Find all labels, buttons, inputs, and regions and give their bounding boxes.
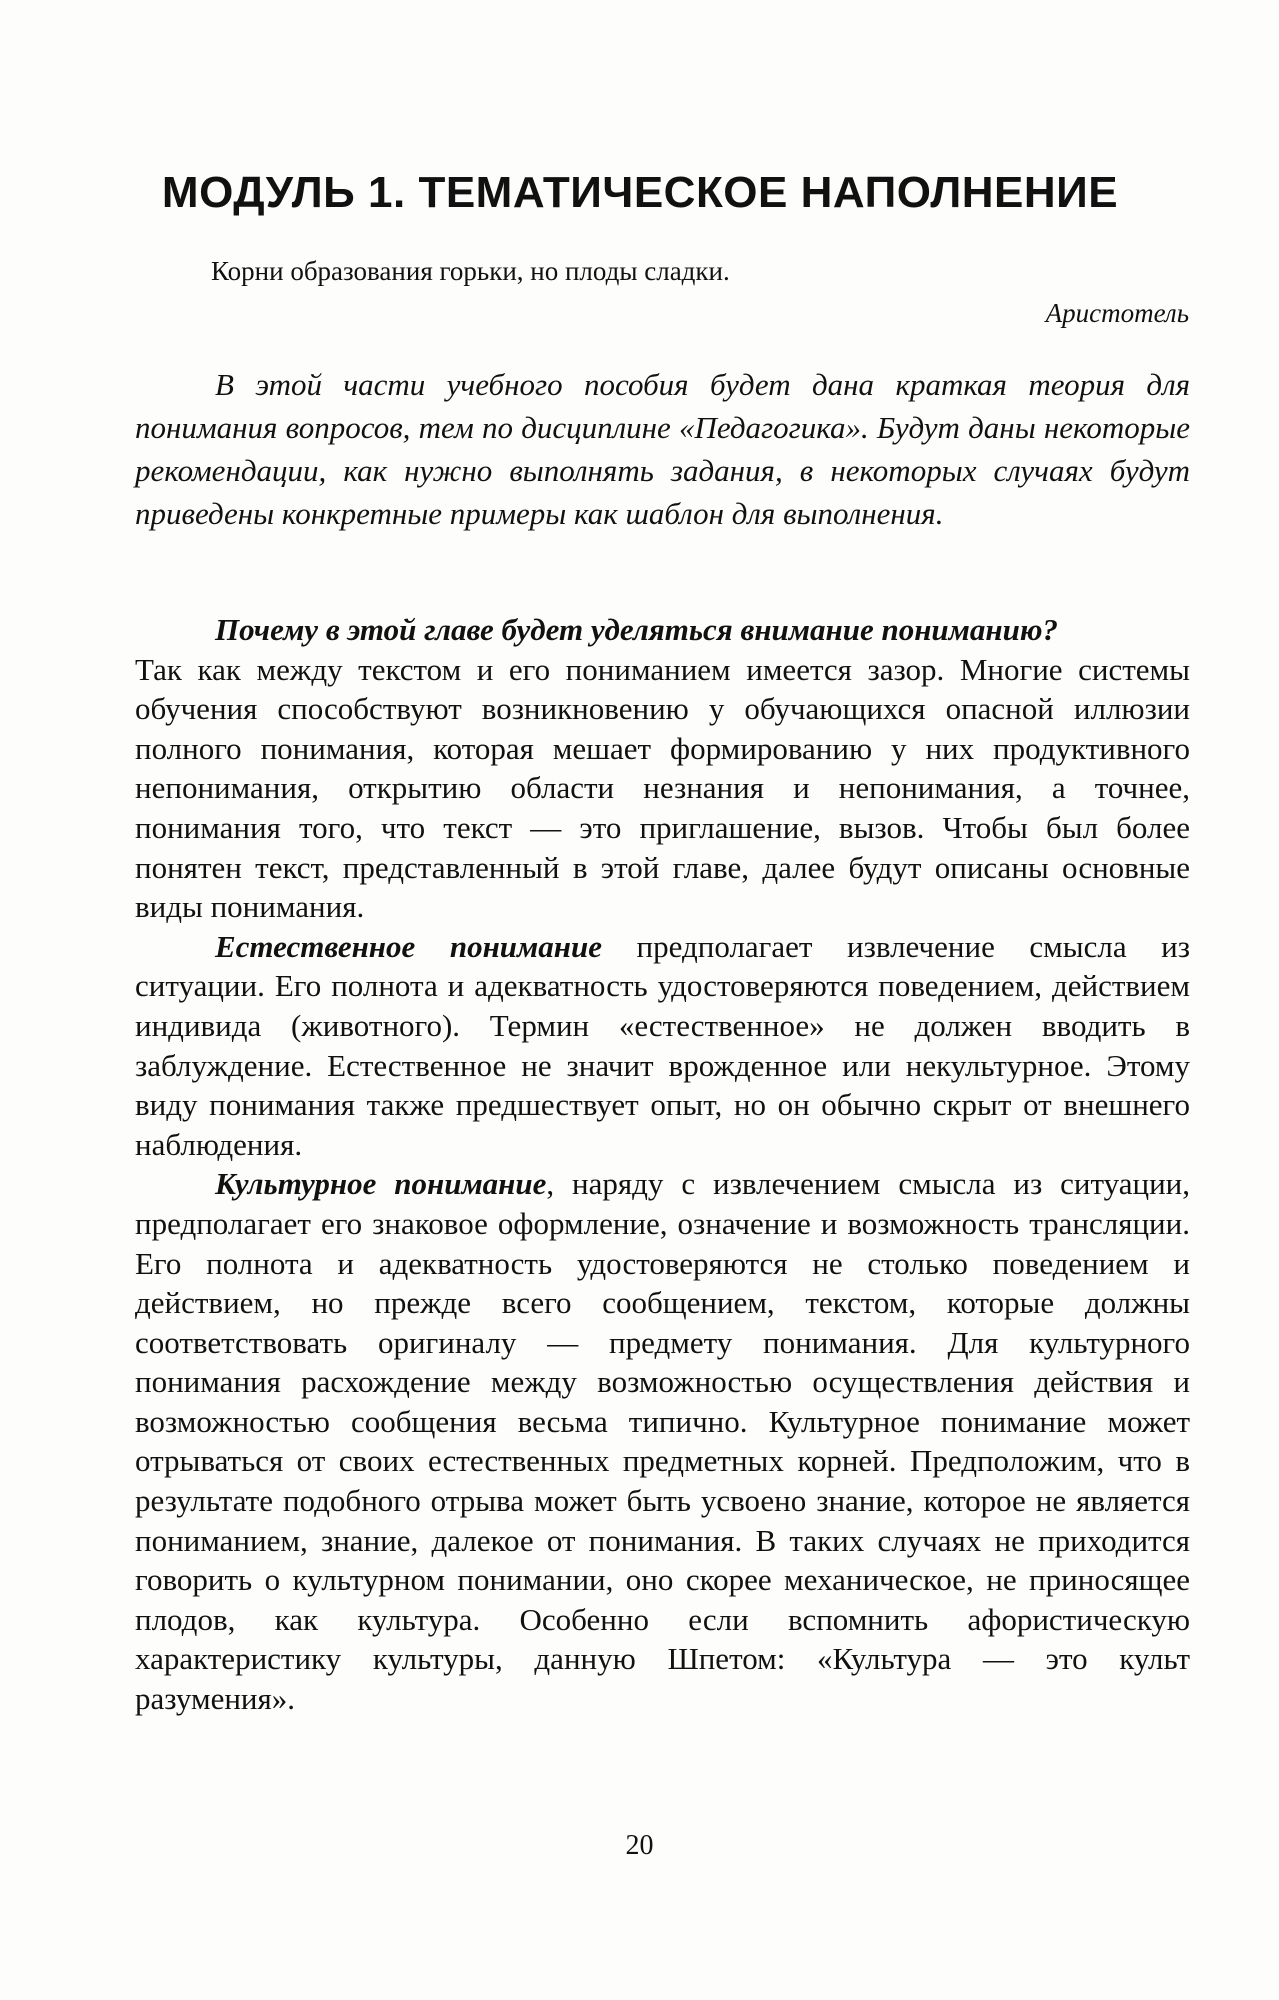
cultural-understanding-body: , наряду с извлечением смысла из ситуации, предполагает его знаковое оформление, означение и возможность трансляции. Его полнота и адекватность удостоверяются не столько поведением и действием, но прежде всего сообщением, текстом, которые должны соответствовать оригиналу — предмету понимания. Для культурного понимания расхождение между возможностью осуществления действия и возможностью сообщения весьма типично. Культурное понимание может отрываться от своих естественных предметных корней. Предположим, что в результате подобного отрыва может быть усвоено знание, которое не является пониманием, знание, далекое от понимания. В таких случаях не приходится говорить о культурном понимании, оно скорее механическое, не приносящее плодов, как культура. Особенно если вспомнить афористическую характеристику культуры, данную Шпетом: «Культура — это культ разумения». bbox=[135, 1166, 1191, 1717]
epigraph-author: Аристотель bbox=[1045, 298, 1189, 328]
page-number: 20 bbox=[625, 1830, 654, 1861]
natural-understanding-paragraph bbox=[135, 927, 1190, 1165]
main-body bbox=[135, 610, 1190, 1719]
natural-understanding-body: предполагает извлечение смысла из ситуации. Его полнота и адекватность удостоверяются поведением, действием индивида (животного). Термин «естественное» не должен вводить в заблуждение. Естественное не значит врожденное или некультурное. Этому виду понимания также предшествует опыт, но он обычно скрыт от внешнего наблюдения. bbox=[135, 928, 1190, 1162]
cultural-understanding-paragraph bbox=[135, 1164, 1190, 1718]
module-heading: МОДУЛЬ 1. ТЕМАТИЧЕСКОЕ НАПОЛНЕНИЕ bbox=[161, 168, 1119, 217]
question-paragraph bbox=[135, 610, 1190, 927]
epigraph-quote: Корни образования горьки, но плоды сладки. bbox=[211, 256, 730, 286]
natural-understanding-term: Естественное понимание bbox=[215, 928, 602, 964]
intro-paragraph: В этой части учебного пособия будет дана краткая теория для понимания вопросов, тем по дисциплине «Педагогика». Будут даны некоторые рекомендации, как нужно выполнять задания, в некоторых случаях будут приведены конкретные примеры как шаблон для выполнения. bbox=[135, 367, 1190, 531]
cultural-understanding-term: Культурное понимание bbox=[215, 1166, 547, 1202]
question-body: Так как между текстом и его пониманием имеется зазор. Многие системы обучения способствуют возникновению у обучающихся опасной иллюзии полного понимания, которая мешает формированию у них продуктивного непонимания, открытию области незнания и непонимания, а точнее, понимания того, что текст — это приглашение, вызов. Чтобы был более понятен текст, представленный в этой главе, далее будут описаны основные виды понимания. bbox=[135, 651, 1190, 925]
question-heading: Почему в этой главе будет уделяться внимание пониманию? bbox=[215, 612, 1058, 647]
